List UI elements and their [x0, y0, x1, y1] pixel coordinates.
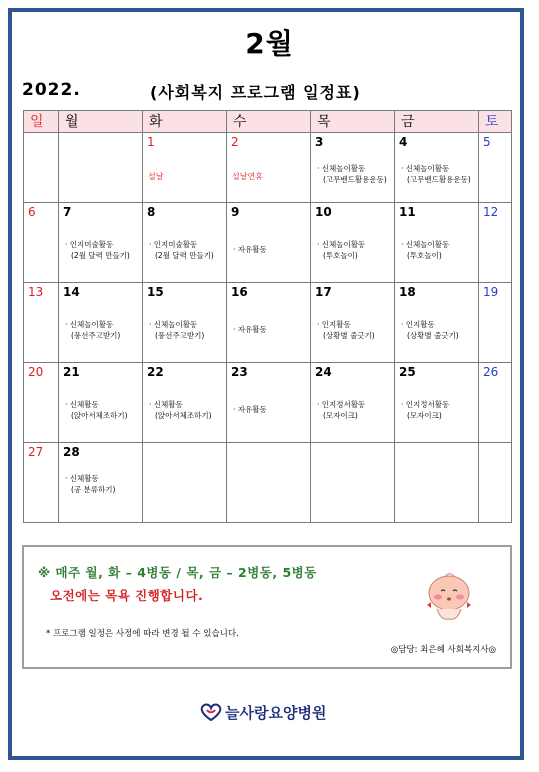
activity-detail: (투호놀이) — [323, 251, 358, 260]
day-number: 16 — [231, 285, 248, 299]
week-row — [24, 133, 512, 203]
day-number: 13 — [28, 285, 44, 299]
day-cell — [24, 443, 59, 523]
day-number: 11 — [399, 205, 416, 219]
day-cell — [227, 443, 311, 523]
day-number: 28 — [63, 445, 80, 459]
day-cell — [143, 443, 227, 523]
activity-detail: (앉아서체조하기) — [71, 411, 128, 420]
day-cell — [227, 283, 311, 363]
activity-detail: (상황별 줄긋기) — [407, 331, 459, 340]
activity-note — [227, 404, 310, 415]
activity-name: · 자유활동 — [233, 405, 267, 414]
day-number — [59, 133, 142, 135]
activity-note — [143, 399, 226, 421]
day-number: 14 — [63, 285, 80, 299]
day-number: 25 — [399, 365, 416, 379]
day-number: 3 — [315, 135, 324, 149]
heart-logo-icon — [200, 702, 222, 722]
day-number: 18 — [399, 285, 416, 299]
activity-note — [311, 399, 394, 421]
activity-name: · 신체활동 — [65, 474, 99, 483]
activity-note — [395, 399, 478, 421]
day-cell — [311, 283, 395, 363]
peach-character-icon — [419, 569, 479, 624]
day-cell — [395, 443, 479, 523]
holiday-label: 설날연휴 — [232, 172, 263, 181]
day-cell — [227, 203, 311, 283]
activity-name: · 신체놀이활동 — [401, 240, 450, 249]
day-cell — [479, 363, 512, 443]
weekday-tue: 화 — [143, 111, 227, 133]
activity-name: · 신체놀이활동 — [149, 320, 198, 329]
activity-name: · 인지활동 — [401, 320, 435, 329]
activity-detail: (풍선주고받기) — [71, 331, 121, 340]
day-number: 8 — [147, 205, 156, 219]
activity-detail: (2월 달력 만들기) — [155, 251, 214, 260]
day-cell — [24, 363, 59, 443]
day-cell — [479, 203, 512, 283]
activity-name: · 자유활동 — [233, 245, 267, 254]
day-number: 7 — [63, 205, 72, 219]
weekday-sat: 토 — [479, 111, 512, 133]
activity-note — [395, 239, 478, 261]
week-row — [24, 363, 512, 443]
activity-name: · 인지미술활동 — [65, 240, 114, 249]
day-number: 10 — [315, 205, 332, 219]
notice-box — [22, 545, 512, 669]
activity-note — [395, 319, 478, 341]
activity-note — [311, 319, 394, 341]
day-number: 4 — [399, 135, 408, 149]
activity-detail: (고무밴드활용운동) — [323, 175, 387, 184]
day-cell — [311, 363, 395, 443]
activity-detail: (풍선주고받기) — [155, 331, 205, 340]
day-cell — [143, 133, 227, 203]
day-cell — [479, 283, 512, 363]
activity-note — [227, 244, 310, 255]
day-cell — [24, 133, 59, 203]
activity-note — [395, 163, 478, 185]
activity-name: · 신체활동 — [65, 400, 99, 409]
month-title: 2월 — [245, 27, 294, 60]
notice-change-disclaimer: * 프로그램 일정은 사정에 따라 변경 될 수 있습니다. — [46, 629, 239, 639]
weekday-fri: 금 — [395, 111, 479, 133]
day-cell — [143, 363, 227, 443]
weekday-sun: 일 — [24, 111, 59, 133]
activity-detail: (상황별 줄긋기) — [323, 331, 375, 340]
week-row — [24, 283, 512, 363]
notice-bath-info: 오전에는 목욕 진행합니다. — [50, 588, 204, 603]
day-cell — [59, 443, 143, 523]
day-number: 26 — [483, 365, 499, 379]
hospital-logo — [200, 700, 326, 724]
day-number: 6 — [28, 205, 36, 219]
activity-name: · 자유활동 — [233, 325, 267, 334]
day-cell — [395, 363, 479, 443]
activity-detail: (고무밴드활용운동) — [407, 175, 471, 184]
day-cell — [143, 203, 227, 283]
activity-detail: (앉아서체조하기) — [155, 411, 212, 420]
day-number: 24 — [315, 365, 332, 379]
day-number: 20 — [28, 365, 44, 379]
day-cell — [227, 363, 311, 443]
activity-detail: (투호놀이) — [407, 251, 442, 260]
notice-manager: ◎담당: 최은혜 사회복지사◎ — [390, 645, 496, 655]
day-number: 17 — [315, 285, 332, 299]
day-cell — [395, 283, 479, 363]
notice-ward-schedule: ※ 매주 월, 화 – 4병동 / 목, 금 – 2병동, 5병동 — [38, 565, 317, 580]
activity-name: · 신체놀이활동 — [317, 240, 366, 249]
calendar-table — [23, 110, 512, 523]
activity-name: · 신체놀이활동 — [401, 164, 450, 173]
day-cell — [479, 133, 512, 203]
activity-detail: (2월 달력 만들기) — [71, 251, 130, 260]
day-number: 1 — [147, 135, 155, 149]
weekday-mon: 월 — [59, 111, 143, 133]
day-number: 23 — [231, 365, 248, 379]
weekday-header-row — [24, 111, 512, 133]
day-number: 15 — [147, 285, 164, 299]
activity-name: · 신체놀이활동 — [317, 164, 366, 173]
activity-name: · 인지활동 — [317, 320, 351, 329]
week-row — [24, 443, 512, 523]
year-label: 2022. — [22, 80, 81, 100]
day-cell — [311, 203, 395, 283]
day-cell — [59, 133, 143, 203]
activity-note — [311, 239, 394, 261]
weekday-wed: 수 — [227, 111, 311, 133]
activity-note — [59, 399, 142, 421]
day-cell — [227, 133, 311, 203]
day-number: 22 — [147, 365, 164, 379]
activity-note — [59, 473, 142, 495]
day-cell — [311, 443, 395, 523]
day-number: 19 — [483, 285, 499, 299]
day-cell — [59, 203, 143, 283]
day-number: 9 — [231, 205, 240, 219]
day-cell — [395, 133, 479, 203]
activity-note — [59, 319, 142, 341]
day-cell — [311, 133, 395, 203]
day-number: 12 — [483, 205, 499, 219]
weekday-thu: 목 — [311, 111, 395, 133]
day-cell — [395, 203, 479, 283]
day-number: 27 — [28, 445, 44, 459]
day-number — [24, 133, 58, 135]
hospital-name: 늘사랑요양병원 — [225, 703, 327, 722]
day-cell — [479, 443, 512, 523]
activity-name: · 신체활동 — [149, 400, 183, 409]
activity-name: · 인지미술활동 — [149, 240, 198, 249]
day-number: 2 — [231, 135, 239, 149]
activity-detail: (공 분류하기) — [71, 485, 116, 494]
schedule-subtitle: (사회복지 프로그램 일정표) — [150, 83, 361, 102]
day-cell — [24, 203, 59, 283]
day-cell — [59, 283, 143, 363]
activity-detail: (모자이크) — [323, 411, 358, 420]
activity-note — [311, 163, 394, 185]
week-row — [24, 203, 512, 283]
day-number: 5 — [483, 135, 491, 149]
day-number: 21 — [63, 365, 80, 379]
day-cell — [143, 283, 227, 363]
activity-name: · 신체놀이활동 — [65, 320, 114, 329]
activity-note — [227, 324, 310, 335]
activity-note — [143, 319, 226, 341]
day-cell — [24, 283, 59, 363]
activity-detail: (모자이크) — [407, 411, 442, 420]
activity-name: · 인지정서활동 — [317, 400, 366, 409]
activity-name: · 인지정서활동 — [401, 400, 450, 409]
day-cell — [59, 363, 143, 443]
holiday-label: 설날 — [148, 172, 164, 181]
activity-note — [59, 239, 142, 261]
activity-note — [143, 239, 226, 261]
